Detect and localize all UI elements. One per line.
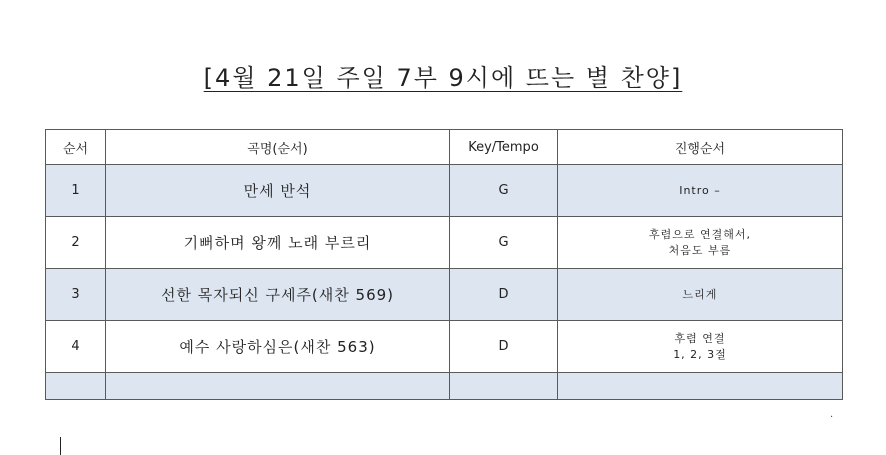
cell-progression [558, 373, 843, 400]
cell-song: 선한 목자되신 구세주(새찬 569) [106, 269, 450, 321]
progression-line: 후렴 연결 [674, 331, 726, 345]
stray-mark: . [830, 409, 834, 420]
cell-order [46, 373, 106, 400]
progression-line: 후렴으로 연결해서, [648, 227, 751, 241]
table-row [46, 165, 843, 217]
table-row [46, 269, 843, 321]
cell-key: G [450, 165, 558, 217]
cell-progression [558, 269, 843, 321]
cell-song: 기뻐하며 왕께 노래 부르리 [106, 217, 450, 269]
progression-line: 느리게 [682, 287, 718, 301]
header-order: 순서 [46, 130, 106, 165]
text-caret[interactable] [60, 437, 61, 455]
document-title [0, 58, 886, 93]
document-title-text: [4월 21일 주일 7부 9시에 뜨는 별 찬양] [203, 64, 683, 92]
cell-order: 1 [46, 165, 106, 217]
cell-order: 4 [46, 321, 106, 373]
cell-song: 예수 사랑하심은(새찬 563) [106, 321, 450, 373]
header-progression: 진행순서 [558, 130, 843, 165]
cell-progression [558, 217, 843, 269]
cell-progression [558, 321, 843, 373]
table-row [46, 321, 843, 373]
table-row [46, 217, 843, 269]
header-song: 곡명(순서) [106, 130, 450, 165]
cell-key [450, 373, 558, 400]
cell-key: G [450, 217, 558, 269]
table-header-row [46, 130, 843, 165]
progression-line: Intro – [679, 183, 721, 197]
table-row-empty [46, 373, 843, 400]
progression-line: 1, 2, 3절 [673, 347, 727, 361]
cell-order: 3 [46, 269, 106, 321]
cell-song: 만세 반석 [106, 165, 450, 217]
cell-progression [558, 165, 843, 217]
progression-line: 처음도 부름 [668, 243, 732, 257]
cell-order: 2 [46, 217, 106, 269]
cell-key: D [450, 321, 558, 373]
cell-song [106, 373, 450, 400]
header-key: Key/Tempo [450, 130, 558, 165]
cell-key: D [450, 269, 558, 321]
setlist-table [45, 129, 843, 400]
